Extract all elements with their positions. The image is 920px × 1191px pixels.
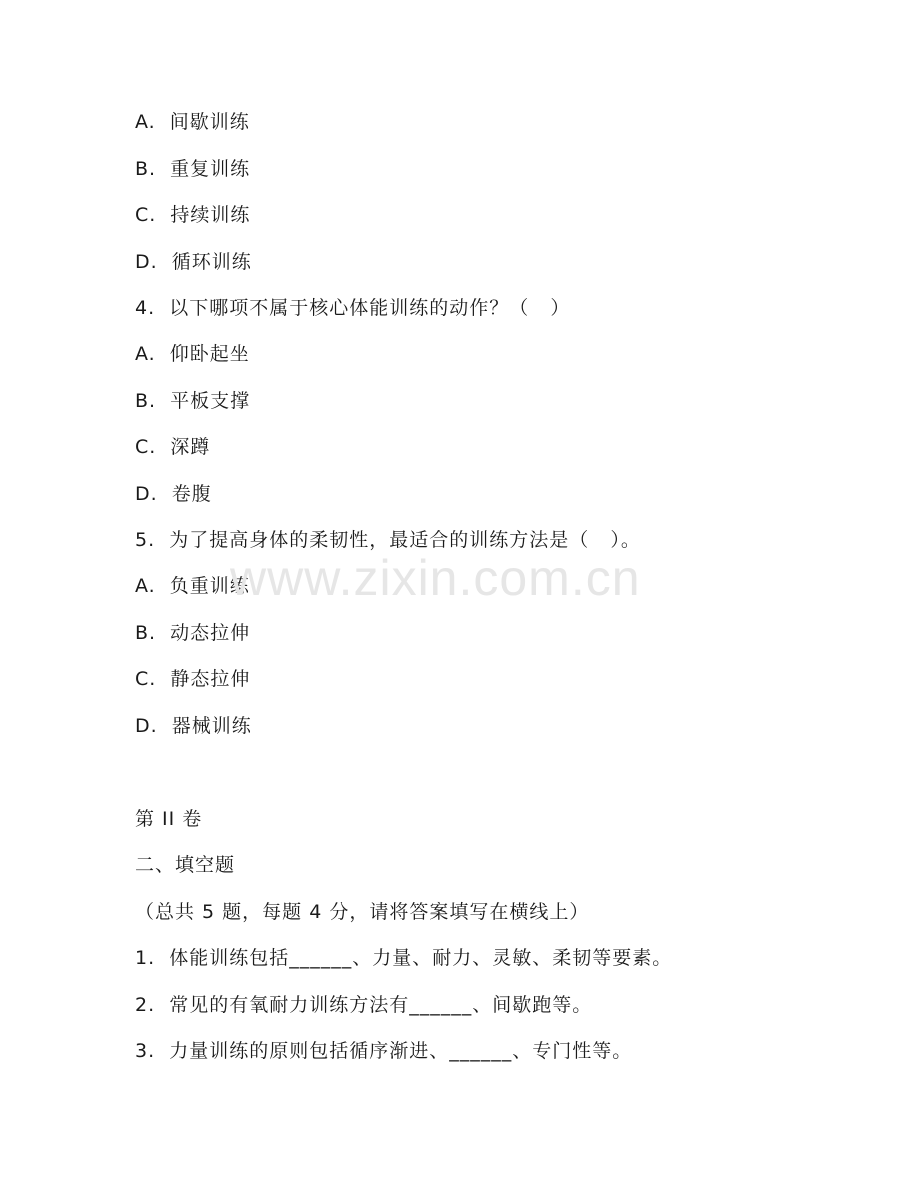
fill-question-1: 1. 体能训练包括______、力量、耐力、灵敏、柔韧等要素。	[135, 947, 673, 969]
q4-option-a: A. 仰卧起坐	[135, 343, 250, 365]
section-title: 二、填空题	[135, 854, 236, 876]
q5-option-a: A. 负重训练	[135, 575, 250, 597]
q3-option-c: C. 持续训练	[135, 204, 251, 226]
fill-question-2: 2. 常见的有氧耐力训练方法有______、间歇跑等。	[135, 994, 593, 1016]
q4-option-c: C. 深蹲	[135, 436, 211, 458]
q4-option-d: D. 卷腹	[135, 483, 212, 505]
q3-option-d: D. 循环训练	[135, 251, 252, 273]
q4-option-b: B. 平板支撑	[135, 390, 251, 412]
q5-option-b: B. 动态拉伸	[135, 622, 251, 644]
q3-option-b: B. 重复训练	[135, 158, 251, 180]
volume-title: 第 II 卷	[135, 808, 203, 830]
fill-question-3: 3. 力量训练的原则包括循序渐进、______、专门性等。	[135, 1040, 633, 1062]
q5-option-c: C. 静态拉伸	[135, 668, 251, 690]
q5-question: 5. 为了提高身体的柔韧性，最适合的训练方法是（ ）。	[135, 529, 641, 551]
section-instructions: （总共 5 题，每题 4 分，请将答案填写在横线上）	[135, 901, 590, 923]
q4-question: 4. 以下哪项不属于核心体能训练的动作？（ ）	[135, 297, 571, 319]
q5-option-d: D. 器械训练	[135, 715, 252, 737]
q3-option-a: A. 间歇训练	[135, 111, 250, 133]
watermark: www.zixin.com.cn	[230, 550, 641, 606]
